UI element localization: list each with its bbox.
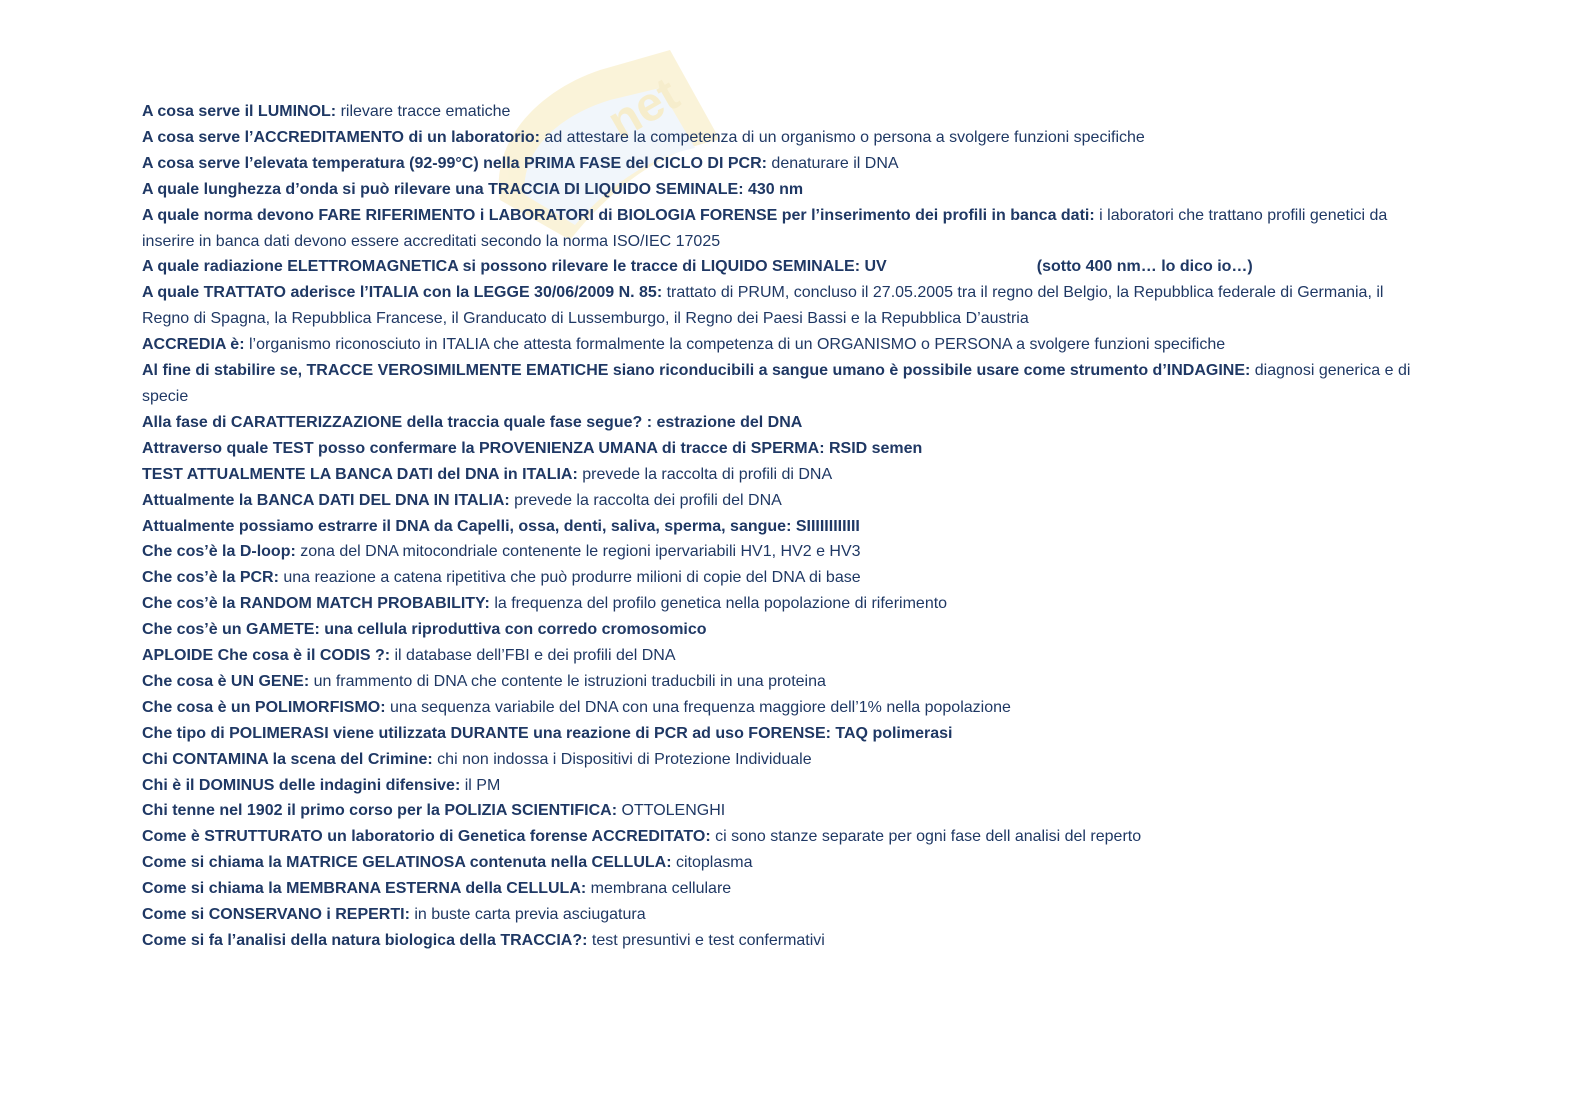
question-text: Chi tenne nel 1902 il primo corso per la POLIZIA SCIENTIFICA: (142, 802, 618, 820)
answer-text: test presuntivi e test confermativi (587, 932, 825, 949)
question-text: A quale radiazione ELETTROMAGNETICA si possono rilevare le tracce di LIQUIDO SEMINALE: UV (142, 258, 887, 276)
question-text: A quale TRATTATO aderisce l’ITALIA con la LEGGE 30/06/2009 N. 85: (142, 284, 663, 302)
question-text: A cosa serve il LUMINOL: (142, 103, 337, 120)
question-text: Attraverso quale TEST posso confermare la PROVENIENZA UMANA di tracce di SPERMA: RSID semen (142, 439, 923, 457)
answer-text: i laboratori che trattano profili genetici da inserire in banca dati devono essere accreditati secondo la norma ISO/IEC 17025 (142, 206, 1388, 250)
answer-text: il PM (460, 776, 501, 794)
question-text: Chi CONTAMINA la scena del Crimine: (142, 750, 433, 768)
question-text: A cosa serve l’ACCREDITAMENTO di un laboratorio: (142, 128, 540, 146)
qa-item (142, 565, 1432, 591)
answer-text: diagnosi generica e di specie (142, 362, 1411, 405)
answer-text: zona del DNA mitocondriale contenente le regioni ipervariabili HV1, HV2 e HV3 (295, 543, 861, 561)
question-text: Come si CONSERVANO i REPERTI: (142, 906, 410, 924)
question-text: Che cos’è la D-loop: (142, 543, 296, 561)
qa-item (142, 203, 1432, 255)
qa-item (142, 643, 1432, 669)
question-text: Che cos’è la RANDOM MATCH PROBABILITY: (142, 595, 490, 613)
question-text: ACCREDIA è: (142, 336, 245, 354)
answer-text: in buste carta previa asciugatura (409, 906, 646, 924)
qa-item (142, 902, 1432, 928)
qa-item (142, 488, 1432, 514)
question-text: Attualmente possiamo estrarre il DNA da Capelli, ossa, denti, saliva, sperma, sangue: SIIIIIIIIIIII (142, 517, 860, 535)
answer-text: citoplasma (671, 854, 753, 872)
qa-item (142, 254, 1432, 280)
answer-text: ci sono stanze separate per ogni fase dell analisi del reperto (710, 828, 1142, 846)
question-text: TEST ATTUALMENTE LA BANCA DATI del DNA in ITALIA: (142, 465, 578, 483)
qa-item (142, 514, 1432, 540)
qa-item (142, 798, 1432, 824)
qa-item (142, 410, 1432, 436)
question-text: Come si chiama la MATRICE GELATINOSA contenuta nella CELLULA: (142, 854, 672, 872)
qa-item (142, 99, 1432, 125)
qa-item (142, 928, 1432, 954)
watermark-text: net (599, 67, 688, 150)
question-text: A quale lunghezza d’onda si può rilevare una TRACCIA DI LIQUIDO SEMINALE: 430 nm (142, 180, 804, 198)
qa-item (142, 358, 1432, 410)
qa-item (142, 280, 1432, 332)
question-text: Che cosa è un POLIMORFISMO: (142, 698, 386, 716)
qa-item (142, 125, 1432, 151)
answer-text: una sequenza variabile del DNA con una frequenza maggiore dell’1% nella popolazione (385, 698, 1011, 716)
answer-text: OTTOLENGHI (617, 802, 726, 820)
qa-item (142, 462, 1432, 488)
question-text: Che cos’è un GAMETE: una cellula riproduttiva con corredo cromosomico (142, 621, 707, 639)
answer-text: prevede la raccolta dei profili del DNA (509, 491, 782, 509)
qa-item (142, 669, 1432, 695)
answer-text: una reazione a catena ripetitiva che può produrre milioni di copie del DNA di base (278, 569, 861, 587)
qa-list (142, 99, 1432, 954)
question-text: Come è STRUTTURATO un laboratorio di Genetica forense ACCREDITATO: (142, 828, 711, 846)
answer-text: un frammento di DNA che contente le istruzioni traducbili in una proteina (309, 672, 826, 690)
question-text: Che cos’è la PCR: (142, 569, 279, 587)
qa-item (142, 151, 1432, 177)
qa-item (142, 177, 1432, 203)
qa-item (142, 824, 1432, 850)
note-text: (sotto 400 nm… lo dico io…) (1036, 258, 1253, 276)
question-text: A cosa serve l’elevata temperatura (92-99°C) nella PRIMA FASE del CICLO DI PCR: (142, 154, 767, 172)
qa-item (142, 591, 1432, 617)
qa-item (142, 747, 1432, 773)
question-text: APLOIDE Che cosa è il CODIS ?: (142, 647, 391, 665)
question-text: Che tipo di POLIMERASI viene utilizzata DURANTE una reazione di PCR ad uso FORENSE: TAQ polimerasi (142, 724, 953, 742)
answer-text: prevede la raccolta di profili di DNA (577, 465, 833, 483)
qa-item (142, 332, 1432, 358)
answer-text: denaturare il DNA (766, 154, 899, 172)
qa-item (142, 695, 1432, 721)
answer-text: l’organismo riconosciuto in ITALIA che attesta formalmente la competenza di un ORGANISMO o PERSONA a svolgere funzioni specifiche (244, 336, 1226, 354)
qa-item (142, 436, 1432, 462)
question-text: Attualmente la BANCA DATI DEL DNA IN ITALIA: (142, 491, 510, 509)
qa-item (142, 850, 1432, 876)
answer-text: trattato di PRUM, concluso il 27.05.2005 tra il regno del Belgio, la Repubblica federale di Germania, il Regno di Spagna, la Repubblica Francese, il Granducato di Lussemburgo, il Regno dei Paesi Bassi e la Repubblica D’austria (142, 284, 1384, 328)
answer-text: rilevare tracce ematiche (336, 103, 511, 120)
answer-text: membrana cellulare (586, 880, 732, 898)
question-text: Come si fa l’analisi della natura biologica della TRACCIA?: (142, 932, 588, 949)
question-text: Come si chiama la MEMBRANA ESTERNA della CELLULA: (142, 880, 587, 898)
answer-text: chi non indossa i Dispositivi di Protezione Individuale (432, 750, 812, 768)
qa-item (142, 617, 1432, 643)
answer-text: il database dell’FBI e dei profili del DNA (390, 647, 676, 665)
qa-item (142, 876, 1432, 902)
question-text: Che cosa è UN GENE: (142, 672, 310, 690)
qa-item (142, 539, 1432, 565)
question-text: Chi è il DOMINUS delle indagini difensive: (142, 776, 461, 794)
answer-text: ad attestare la competenza di un organismo o persona a svolgere funzioni specifiche (539, 128, 1145, 146)
question-text: Al fine di stabilire se, TRACCE VEROSIMILMENTE EMATICHE siano riconducibili a sangue umano è possibile usare come strumento d’INDAGINE: (142, 362, 1251, 380)
qa-item (142, 773, 1432, 799)
qa-item (142, 721, 1432, 747)
answer-text: la frequenza del profilo genetica nella popolazione di riferimento (489, 595, 948, 613)
question-text: A quale norma devono FARE RIFERIMENTO i LABORATORI di BIOLOGIA FORENSE per l’inserimento dei profili in banca dati: (142, 206, 1095, 224)
question-text: Alla fase di CARATTERIZZAZIONE della traccia quale fase segue? : estrazione del DNA (142, 413, 803, 431)
